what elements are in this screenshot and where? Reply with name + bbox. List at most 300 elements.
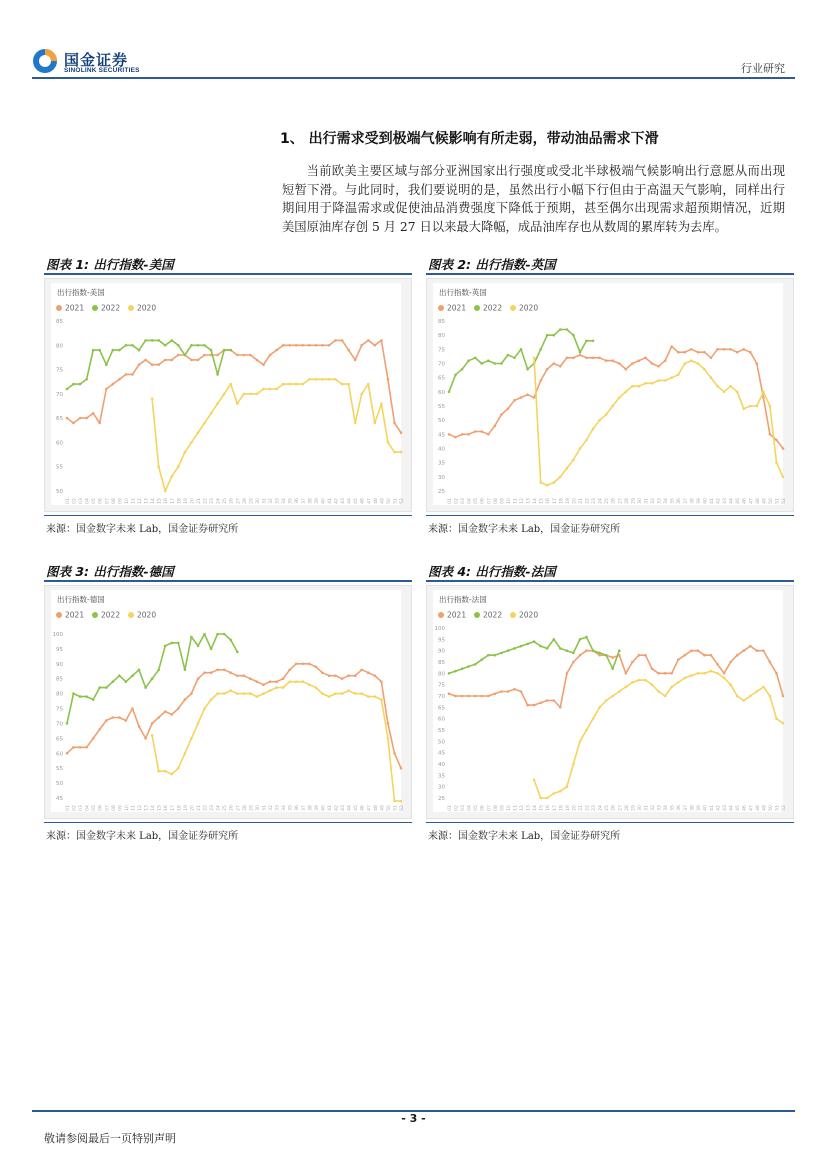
plot-card xyxy=(51,590,401,812)
x-tick-label: 05 xyxy=(92,804,98,811)
data-point xyxy=(243,353,246,356)
x-tick-label: 10 xyxy=(506,497,512,504)
x-tick-label: 23 xyxy=(210,804,216,811)
y-tick-label: 45 xyxy=(438,431,445,438)
data-point xyxy=(500,690,503,693)
data-point xyxy=(677,658,680,661)
data-point xyxy=(723,348,726,351)
data-point xyxy=(605,413,608,416)
x-tick-label: 45 xyxy=(354,804,360,811)
data-point xyxy=(461,694,464,697)
data-point xyxy=(243,692,246,695)
legend-marker xyxy=(92,612,98,618)
data-point xyxy=(249,392,252,395)
data-point xyxy=(520,396,523,399)
x-tick-label: 32 xyxy=(269,497,275,504)
x-tick-label: 03 xyxy=(461,497,467,504)
x-tick-label: 48 xyxy=(755,804,761,811)
data-point xyxy=(334,692,337,695)
data-point xyxy=(684,362,687,365)
data-point xyxy=(184,752,187,755)
y-tick-label: 75 xyxy=(56,367,63,374)
data-point xyxy=(98,421,101,424)
data-point xyxy=(92,737,95,740)
data-point xyxy=(769,694,772,697)
data-point xyxy=(282,677,285,680)
x-tick-label: 21 xyxy=(196,497,202,504)
legend-label: 2021 xyxy=(65,303,85,312)
x-tick-label: 40 xyxy=(321,804,327,811)
legend-label: 2022 xyxy=(101,610,121,619)
x-tick-label: 34 xyxy=(664,497,670,504)
data-point xyxy=(657,690,660,693)
data-point xyxy=(308,662,311,665)
data-point xyxy=(579,447,582,450)
data-point xyxy=(651,362,654,365)
data-point xyxy=(664,379,667,382)
data-point xyxy=(716,384,719,387)
x-tick-label: 32 xyxy=(651,804,657,811)
data-point xyxy=(308,683,311,686)
data-point xyxy=(592,339,595,342)
data-point xyxy=(321,692,324,695)
x-tick-label: 32 xyxy=(269,804,275,811)
figure-source: 来源：国金数字未来 Lab，国金证券研究所 xyxy=(46,523,239,535)
data-point xyxy=(85,378,88,381)
data-point xyxy=(341,677,344,680)
logo-text-cn: 国金证券 xyxy=(64,52,129,69)
data-point xyxy=(500,651,503,654)
data-point xyxy=(585,649,588,652)
data-point xyxy=(703,367,706,370)
body-paragraph: 当前欧美主要区域与部分亚洲国家出行强度或受北半球极端气候影响出行意愿从而出现短暂下滑。与此同时，我们要说明的是，虽然出行小幅下行但由于高温天气影响，同样出行期间用于降温需求或促使油品消费强度下降低于预期，甚至偶尔出现需求超预期情况，近期美国原油库存创 5 月 27 日以来最大降幅，成品油库存也从数周的累库转为去库。 xyxy=(282,164,785,234)
x-tick-label: 01 xyxy=(448,804,453,811)
data-point xyxy=(553,638,556,641)
data-point xyxy=(520,644,523,647)
data-point xyxy=(380,698,383,701)
data-point xyxy=(762,685,765,688)
x-tick-label: 28 xyxy=(242,804,248,811)
data-point xyxy=(611,656,614,659)
data-point xyxy=(171,772,174,775)
x-tick-label: 22 xyxy=(203,804,209,811)
data-point xyxy=(625,672,628,675)
data-point xyxy=(315,378,318,381)
data-point xyxy=(184,668,187,671)
data-point xyxy=(703,653,706,656)
x-tick-label: 43 xyxy=(723,497,729,504)
data-point xyxy=(585,339,588,342)
data-point xyxy=(710,653,713,656)
data-point xyxy=(302,344,305,347)
x-tick-label: 38 xyxy=(308,804,314,811)
x-tick-label: 44 xyxy=(729,804,735,811)
data-point xyxy=(79,746,82,749)
data-point xyxy=(275,680,278,683)
y-tick-label: 50 xyxy=(56,488,63,495)
x-tick-label: 02 xyxy=(454,804,460,811)
data-point xyxy=(644,653,647,656)
data-point xyxy=(144,358,147,361)
x-tick-label: 08 xyxy=(111,804,117,811)
data-point xyxy=(66,722,69,725)
data-point xyxy=(393,799,396,802)
data-point xyxy=(585,635,588,638)
data-point xyxy=(197,358,200,361)
y-tick-label: 65 xyxy=(438,704,445,711)
data-point xyxy=(749,350,752,353)
data-point xyxy=(467,433,470,436)
data-point xyxy=(670,672,673,675)
x-tick-label: 14 xyxy=(151,497,157,504)
data-point xyxy=(98,728,101,731)
data-point xyxy=(703,350,706,353)
x-tick-label: 22 xyxy=(203,497,209,504)
line-chart xyxy=(427,586,793,818)
x-tick-label: 46 xyxy=(360,804,366,811)
data-point xyxy=(118,716,121,719)
data-point xyxy=(710,669,713,672)
data-point xyxy=(295,662,298,665)
data-point xyxy=(105,363,108,366)
data-point xyxy=(756,690,759,693)
data-point xyxy=(703,672,706,675)
x-tick-label: 18 xyxy=(559,804,565,811)
chart-panel xyxy=(44,278,412,512)
data-point xyxy=(282,344,285,347)
data-point xyxy=(164,489,167,492)
data-point xyxy=(334,339,337,342)
x-tick-label: 06 xyxy=(480,497,486,504)
x-tick-label: 07 xyxy=(487,497,493,504)
data-point xyxy=(487,653,490,656)
x-tick-label: 27 xyxy=(236,497,242,504)
x-tick-label: 35 xyxy=(288,497,294,504)
legend-label: 2021 xyxy=(447,610,467,619)
x-tick-label: 29 xyxy=(249,497,255,504)
x-tick-label: 46 xyxy=(360,497,366,504)
y-tick-label: 100 xyxy=(434,625,445,632)
data-point xyxy=(190,344,193,347)
x-tick-label: 36 xyxy=(677,497,683,504)
x-tick-label: 14 xyxy=(533,497,539,504)
figure-divider xyxy=(426,515,794,516)
data-point xyxy=(553,699,556,702)
data-point xyxy=(756,649,759,652)
data-point xyxy=(618,649,621,652)
x-tick-label: 37 xyxy=(301,804,307,811)
data-point xyxy=(229,382,232,385)
x-tick-label: 45 xyxy=(736,497,742,504)
data-point xyxy=(566,356,569,359)
data-point xyxy=(164,769,167,772)
data-point xyxy=(269,680,272,683)
x-tick-label: 35 xyxy=(670,497,676,504)
x-tick-label: 25 xyxy=(605,497,611,504)
data-point xyxy=(546,367,549,370)
data-point xyxy=(171,713,174,716)
x-tick-label: 23 xyxy=(592,497,598,504)
y-tick-label: 60 xyxy=(56,439,63,446)
legend-marker xyxy=(510,612,516,618)
data-point xyxy=(164,344,167,347)
data-point xyxy=(638,678,641,681)
y-tick-label: 40 xyxy=(438,761,445,768)
data-point xyxy=(487,359,490,362)
data-point xyxy=(657,672,660,675)
data-point xyxy=(448,433,451,436)
data-point xyxy=(360,692,363,695)
y-tick-label: 95 xyxy=(56,646,63,653)
data-point xyxy=(374,674,377,677)
data-point xyxy=(480,362,483,365)
x-tick-label: 14 xyxy=(533,804,539,811)
data-point xyxy=(229,638,232,641)
data-point xyxy=(749,644,752,647)
x-tick-label: 26 xyxy=(611,804,617,811)
data-point xyxy=(670,376,673,379)
x-tick-label: 05 xyxy=(474,804,480,811)
data-point xyxy=(546,647,549,650)
x-tick-label: 27 xyxy=(236,804,242,811)
y-tick-label: 50 xyxy=(438,417,445,424)
data-point xyxy=(454,669,457,672)
data-point xyxy=(736,350,739,353)
data-point xyxy=(125,719,128,722)
figure-title: 图表 2: 出行指数-英国 xyxy=(428,257,556,272)
x-tick-label: 44 xyxy=(729,497,735,504)
data-point xyxy=(302,382,305,385)
data-point xyxy=(769,433,772,436)
data-point xyxy=(546,796,549,799)
data-point xyxy=(579,638,582,641)
data-point xyxy=(249,692,252,695)
data-point xyxy=(308,378,311,381)
x-tick-label: 07 xyxy=(487,804,493,811)
data-point xyxy=(657,379,660,382)
x-tick-label: 40 xyxy=(703,497,709,504)
x-tick-label: 12 xyxy=(520,804,526,811)
x-tick-label: 36 xyxy=(295,497,301,504)
legend-label: 2020 xyxy=(519,303,539,312)
data-point xyxy=(461,667,464,670)
x-tick-label: 30 xyxy=(255,804,261,811)
x-tick-label: 09 xyxy=(118,497,124,504)
data-point xyxy=(625,685,628,688)
x-tick-label: 09 xyxy=(500,804,506,811)
y-tick-label: 45 xyxy=(438,750,445,757)
x-tick-label: 44 xyxy=(347,804,353,811)
data-point xyxy=(467,359,470,362)
data-point xyxy=(664,359,667,362)
data-point xyxy=(216,402,219,405)
data-point xyxy=(729,660,732,663)
data-point xyxy=(367,382,370,385)
y-tick-label: 80 xyxy=(56,342,63,349)
data-point xyxy=(138,363,141,366)
figure-divider xyxy=(44,273,412,275)
data-point xyxy=(533,396,536,399)
y-tick-label: 70 xyxy=(56,391,63,398)
data-point xyxy=(210,348,213,351)
data-point xyxy=(723,672,726,675)
data-point xyxy=(79,695,82,698)
data-point xyxy=(341,692,344,695)
x-tick-label: 05 xyxy=(474,497,480,504)
data-point xyxy=(157,465,160,468)
data-point xyxy=(354,674,357,677)
data-point xyxy=(611,404,614,407)
data-point xyxy=(360,392,363,395)
data-point xyxy=(66,387,69,390)
x-tick-label: 15 xyxy=(539,497,545,504)
data-point xyxy=(697,672,700,675)
data-point xyxy=(184,450,187,453)
x-tick-label: 15 xyxy=(157,804,163,811)
data-point xyxy=(347,348,350,351)
x-tick-label: 50 xyxy=(768,804,774,811)
data-point xyxy=(474,694,477,697)
data-point xyxy=(190,358,193,361)
plot-card xyxy=(51,283,401,505)
x-tick-label: 03 xyxy=(461,804,467,811)
data-point xyxy=(474,663,477,666)
data-point xyxy=(223,392,226,395)
x-tick-label: 02 xyxy=(72,497,78,504)
data-point xyxy=(177,766,180,769)
figure-uk xyxy=(426,256,794,535)
x-tick-label: 39 xyxy=(696,804,702,811)
data-point xyxy=(736,694,739,697)
data-point xyxy=(638,384,641,387)
header-divider xyxy=(32,77,795,79)
data-point xyxy=(105,686,108,689)
y-tick-label: 75 xyxy=(438,682,445,689)
x-tick-label: 23 xyxy=(210,497,216,504)
data-point xyxy=(197,722,200,725)
x-tick-label: 47 xyxy=(367,497,373,504)
data-point xyxy=(157,668,160,671)
data-point xyxy=(533,356,536,359)
data-point xyxy=(480,658,483,661)
data-point xyxy=(177,707,180,710)
data-point xyxy=(275,387,278,390)
data-point xyxy=(579,740,582,743)
data-point xyxy=(507,353,510,356)
data-point xyxy=(494,424,497,427)
data-point xyxy=(105,719,108,722)
x-tick-label: 31 xyxy=(262,497,268,504)
data-point xyxy=(651,667,654,670)
data-point xyxy=(236,674,239,677)
data-point xyxy=(533,640,536,643)
data-point xyxy=(736,653,739,656)
data-point xyxy=(769,660,772,663)
data-point xyxy=(566,672,569,675)
y-tick-label: 55 xyxy=(56,765,63,772)
x-tick-label: 45 xyxy=(354,497,360,504)
x-tick-label: 42 xyxy=(334,804,340,811)
x-tick-label: 19 xyxy=(183,497,189,504)
data-point xyxy=(782,475,785,478)
data-point xyxy=(275,348,278,351)
disclaimer-link[interactable]: 敬请参阅最后一页特别声明 xyxy=(44,1132,176,1145)
data-point xyxy=(461,367,464,370)
data-point xyxy=(598,706,601,709)
data-point xyxy=(144,686,147,689)
data-point xyxy=(605,653,608,656)
figure-title: 图表 4: 出行指数-法国 xyxy=(428,564,556,579)
data-point xyxy=(467,665,470,668)
x-tick-label: 26 xyxy=(611,497,617,504)
x-tick-label: 06 xyxy=(98,497,104,504)
x-tick-label: 17 xyxy=(170,497,176,504)
x-tick-label: 18 xyxy=(177,804,183,811)
data-point xyxy=(684,350,687,353)
data-point xyxy=(151,339,154,342)
data-point xyxy=(177,465,180,468)
data-point xyxy=(236,402,239,405)
data-point xyxy=(631,660,634,663)
data-point xyxy=(690,348,693,351)
data-point xyxy=(374,695,377,698)
data-point xyxy=(321,378,324,381)
data-point xyxy=(756,404,759,407)
data-point xyxy=(749,404,752,407)
data-point xyxy=(262,387,265,390)
x-tick-label: 38 xyxy=(690,497,696,504)
y-tick-label: 65 xyxy=(56,735,63,742)
data-point xyxy=(288,680,291,683)
data-point xyxy=(494,653,497,656)
x-tick-label: 47 xyxy=(367,804,373,811)
data-point xyxy=(171,475,174,478)
data-point xyxy=(334,674,337,677)
figure-germany xyxy=(44,563,412,842)
data-point xyxy=(131,674,134,677)
data-point xyxy=(347,689,350,692)
page-header xyxy=(0,0,827,80)
data-point xyxy=(190,441,193,444)
data-point xyxy=(387,722,390,725)
data-point xyxy=(742,699,745,702)
x-tick-label: 28 xyxy=(624,497,630,504)
x-tick-label: 42 xyxy=(716,497,722,504)
data-point xyxy=(256,358,259,361)
y-tick-label: 35 xyxy=(438,772,445,779)
data-point xyxy=(520,348,523,351)
y-tick-label: 35 xyxy=(438,460,445,467)
data-point xyxy=(448,390,451,393)
x-tick-label: 48 xyxy=(373,497,379,504)
data-point xyxy=(190,737,193,740)
data-point xyxy=(210,412,213,415)
data-point xyxy=(677,373,680,376)
data-point xyxy=(507,407,510,410)
data-point xyxy=(507,690,510,693)
x-tick-label: 09 xyxy=(500,497,506,504)
figure-divider xyxy=(426,273,794,275)
chart-title: 出行指数-法国 xyxy=(439,594,487,604)
data-point xyxy=(302,662,305,665)
data-point xyxy=(559,706,562,709)
data-point xyxy=(105,387,108,390)
x-tick-label: 25 xyxy=(605,804,611,811)
data-point xyxy=(736,390,739,393)
x-tick-label: 24 xyxy=(598,497,604,504)
legend-label: 2020 xyxy=(137,303,157,312)
x-tick-label: 49 xyxy=(380,804,386,811)
